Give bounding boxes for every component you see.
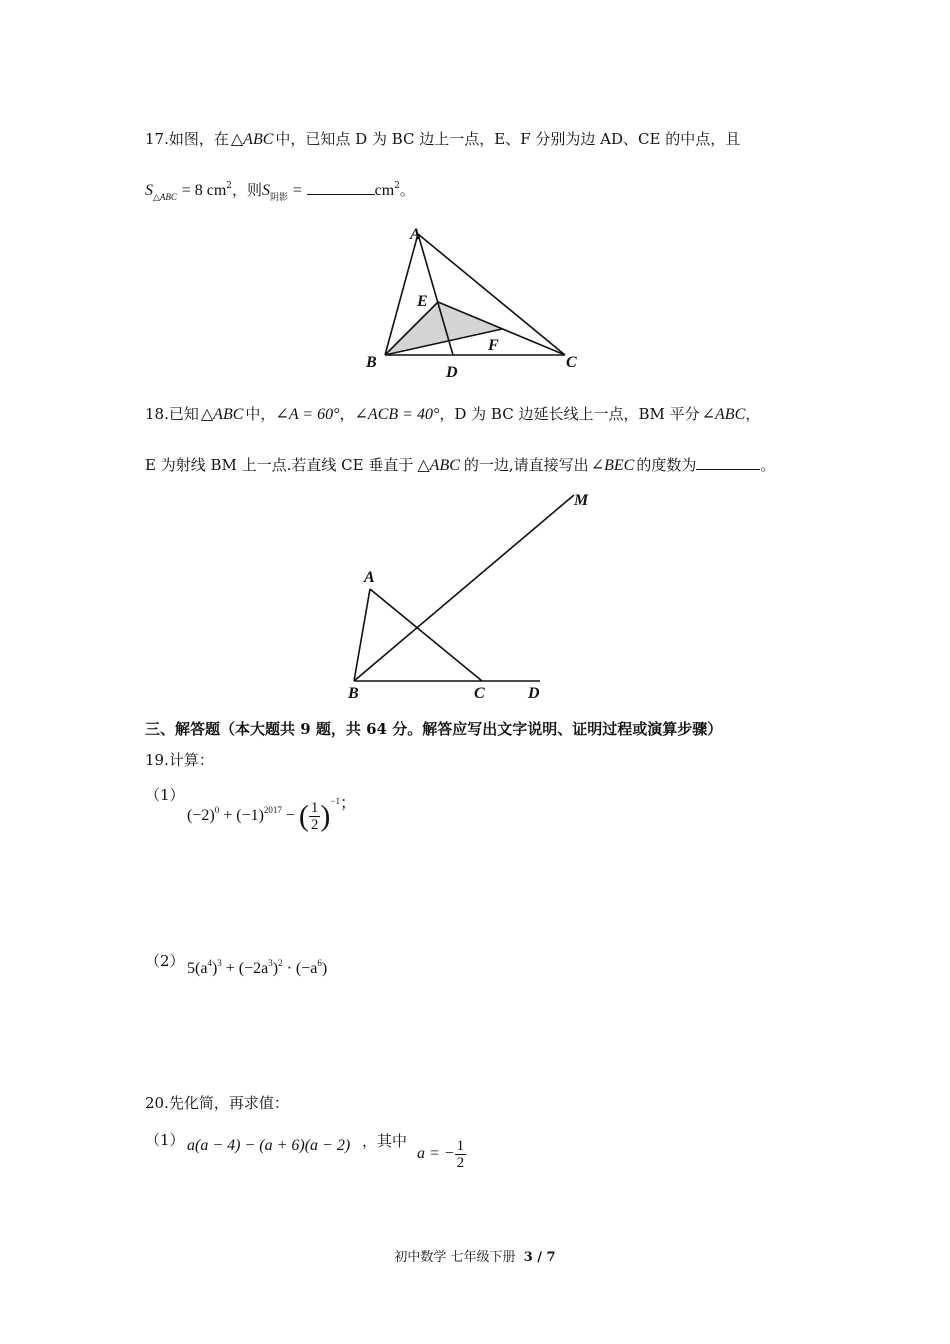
label-a: A	[410, 226, 421, 243]
q18-text-c: ，D 为 BC 边延长线上一点，BM 平分	[439, 405, 700, 423]
q18-triangle-2: △ABC	[417, 457, 460, 474]
q18-comma2: ，	[745, 405, 761, 423]
label-c: C	[566, 354, 577, 371]
q18-angle-abc: ∠ABC	[701, 406, 746, 423]
segment-ac	[370, 589, 482, 681]
q17-figure	[360, 222, 600, 382]
q19-p2-exp-b2: 2	[278, 958, 283, 968]
then-text: ，则	[232, 181, 263, 199]
q20-title: 20.先化简，再求值：	[145, 1094, 289, 1112]
q19-p2-term-a-close: )	[211, 960, 218, 977]
unit: cm	[374, 182, 395, 199]
segment-ab	[354, 589, 370, 681]
section3-title: 三、解答题（本大题共 9 题，共 64 分。解答应写出文字说明、证明过程或演算步骤）	[145, 720, 723, 738]
label-c: C	[474, 685, 485, 702]
q20-p1-lhs: a = −	[417, 1145, 455, 1163]
q20-p1-frac-den: 2	[456, 1155, 465, 1171]
q19-p2-exp-b1: 3	[268, 958, 273, 968]
q17-triangle-abc: △ABC	[230, 131, 274, 148]
page-footer	[0, 1246, 950, 1265]
q18-text-b: 中，	[245, 405, 276, 423]
q18-angle-a: ∠A = 60°	[275, 406, 340, 423]
q17-answer-blank[interactable]	[307, 184, 375, 195]
q18-triangle: △ABC	[200, 406, 244, 423]
q18-figure	[340, 485, 610, 705]
q18-line1	[145, 404, 760, 425]
footer-page-number: 3 / 7	[523, 1250, 556, 1265]
q20-p1-fraction	[455, 1138, 467, 1171]
q17-text-before: 17.如图，在	[145, 130, 229, 148]
q19-p1-label: （1）	[145, 786, 185, 804]
q18-angle-bec: ∠BEC	[590, 457, 635, 474]
q19-p2-expression	[187, 960, 327, 978]
q19-p2-label: （2）	[145, 952, 185, 970]
area-symbol: S	[145, 182, 153, 199]
ray-bm	[354, 495, 574, 681]
unit-exponent: 2	[394, 181, 400, 191]
area-subscript: △ABC	[153, 192, 177, 202]
label-m: M	[574, 492, 589, 509]
area-value: = 8 cm	[181, 182, 227, 199]
q19-p1-minus: −	[281, 807, 299, 824]
q18-line2	[145, 455, 775, 476]
label-d: D	[446, 364, 458, 381]
q18-text-a: 18.已知	[145, 405, 199, 423]
q18-text-f: 的度数为	[636, 456, 697, 474]
q19-p2-term-a: 5(a	[187, 960, 208, 977]
q19-p2-term-b-close: )	[272, 960, 279, 977]
q20-p1-label: （1）	[145, 1131, 185, 1149]
q19-p2-exp-a2: 3	[217, 958, 222, 968]
q19-p1-lparen: (	[298, 799, 309, 833]
q19-p2-exp-c: 6	[317, 958, 322, 968]
q19-p1-term-a-exp: 0	[214, 805, 220, 815]
q17-line1	[145, 129, 740, 150]
q20-p1-where: ，其中	[362, 1132, 408, 1150]
label-a: A	[364, 569, 375, 586]
q19-p2-term-b: + (−2a	[221, 960, 269, 977]
q19-p1-term-a: (−2)	[187, 807, 215, 824]
q19-p1-term-b: + (−1)	[219, 807, 264, 824]
q18-period: 。	[760, 456, 776, 474]
q19-title: 19.计算：	[145, 751, 214, 769]
q18-comma1: ，	[339, 405, 355, 423]
q19-p2-term-c-close: )	[321, 960, 328, 977]
q20-p1-expr: a(a − 4) − (a + 6)(a − 2)	[187, 1137, 351, 1154]
footer-subject: 初中数学 七年级下册	[394, 1250, 516, 1265]
q18-angle-acb: ∠ACB = 40°	[354, 406, 440, 423]
q19-p1-frac-num: 1	[310, 799, 319, 816]
q18-answer-blank[interactable]	[696, 455, 760, 470]
q19-p1-frac-exp: −1	[330, 796, 340, 806]
shaded-symbol: S	[262, 182, 271, 199]
q19-p2-term-c: · (−a	[282, 960, 318, 977]
q20-p1-value	[417, 1138, 466, 1171]
q17-period: 。	[399, 181, 415, 199]
shaded-subscript: 阴影	[270, 193, 289, 203]
label-e: E	[417, 293, 428, 310]
q18-text-e: 的一边,请直接写出	[463, 456, 589, 474]
label-d: D	[528, 685, 540, 702]
label-b: B	[366, 354, 377, 371]
area-exponent: 2	[226, 181, 233, 191]
q18-text-d: E 为射线 BM 上一点.若直线 CE 垂直于	[145, 456, 414, 474]
label-f: F	[488, 337, 499, 354]
label-b: B	[348, 685, 359, 702]
q20-p1-frac-num: 1	[456, 1138, 465, 1154]
shaded-equals: =	[292, 182, 302, 199]
shaded-triangle	[385, 302, 502, 355]
q19-p1-fraction	[309, 800, 321, 833]
q19-p1-frac-den: 2	[310, 816, 319, 833]
q19-p1-rparen: )	[320, 799, 331, 833]
q19-p1-end: ；	[340, 795, 357, 812]
q19-p1-expression	[187, 796, 356, 837]
q17-text-after: 中，已知点 D 为 BC 边上一点，E、F 分别为边 AD、CE 的中点，且	[275, 130, 741, 148]
q19-p1-term-b-exp: 2017	[263, 805, 282, 815]
q19-p2-exp-a1: 4	[207, 958, 212, 968]
q17-line2	[145, 180, 415, 203]
q20-p1-expression	[187, 1137, 350, 1155]
